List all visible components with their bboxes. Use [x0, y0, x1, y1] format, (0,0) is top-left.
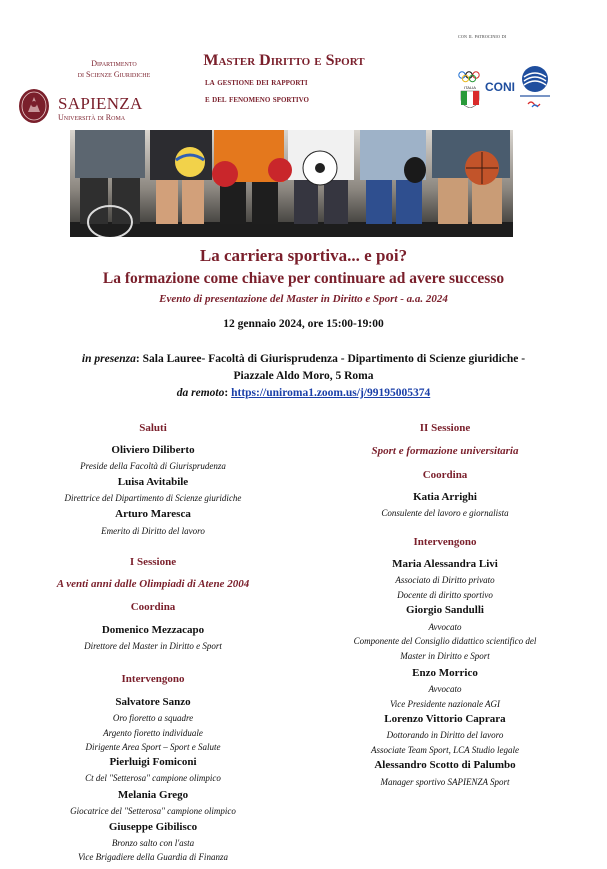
department-line-2: di Scienze Giuridiche [77, 70, 151, 79]
speaker-name: Giorgio Sandulli [406, 604, 484, 616]
speaker-role: Avvocato [428, 622, 462, 632]
event-date: 12 gennaio 2024, ore 15:00-19:00 [223, 318, 384, 330]
speaker-name: Oliviero Diliberto [111, 444, 195, 456]
zoom-link[interactable]: https://uniroma1.zoom.us/j/99195005374 [231, 387, 431, 399]
patronage-label: con il patrocinio di [458, 34, 507, 40]
speaker-name: Enzo Morrico [412, 667, 478, 679]
coordina-heading: Coordina [422, 469, 468, 481]
venue-text: : Sala Lauree- Facoltà di Giurisprudenza - Dipartimento di Scienze giuridiche - [135, 353, 526, 365]
session-1-heading: I Sessione [129, 556, 177, 568]
coordinator-name: Domenico Mezzacapo [101, 624, 205, 636]
coordinator-role: Consulente del lavoro e giornalista [381, 508, 509, 518]
event-title: La carriera sportiva... e poi? [199, 246, 408, 265]
intervengono-heading: Intervengono [121, 673, 185, 685]
university-name: SAPIENZA [58, 94, 143, 113]
session-2-title: Sport e formazione universitaria [371, 445, 519, 457]
speaker-role: Dirigente Area Sport – Sport e Salute [85, 742, 221, 752]
intervengono-heading: Intervengono [413, 536, 477, 548]
event-venue-line-2: Piazzale Aldo Moro, 5 Roma [233, 370, 374, 382]
speaker-role: Oro fioretto a squadre [112, 713, 194, 723]
speaker-name: Salvatore Sanzo [115, 696, 191, 708]
event-presentation: Evento di presentazione del Master in Diritto e Sport - a.a. 2024 [159, 293, 448, 305]
remote-separator: : [224, 387, 232, 399]
speaker-name: Lorenzo Vittorio Caprara [384, 713, 506, 725]
coordinator-name: Katia Arrighi [413, 491, 477, 503]
italia-text: ITALIA [464, 85, 476, 90]
university-subtitle: Università di Roma [58, 113, 126, 122]
speaker-name: Alessandro Scotto di Palumbo [374, 759, 516, 771]
master-subtitle-line-1: la gestione dei rapporti [205, 77, 308, 88]
coordina-heading: Coordina [130, 601, 176, 613]
speaker-role: Giocatrice del "Setterosa" campione olimpico [70, 806, 236, 816]
speaker-role: Emerito di Diritto del lavoro [101, 526, 205, 536]
speaker-role: Associato di Diritto privato [395, 575, 495, 585]
speaker-role: Avvocato [428, 684, 462, 694]
session-1-title: A venti anni dalle Olimpiadi di Atene 2004 [56, 578, 250, 590]
remote-label: da remoto [176, 387, 225, 399]
speaker-role: Argento fioretto individuale [103, 728, 203, 738]
master-title: Master Diritto e Sport [203, 52, 365, 69]
speaker-name: Melania Grego [117, 789, 189, 801]
speaker-role: Master in Diritto e Sport [400, 651, 490, 661]
speaker-role: Vice Brigadiere della Guardia di Finanza [78, 852, 228, 862]
right-column [290, 0, 600, 869]
coni-logo-text: CONI [485, 80, 515, 94]
speaker-role: Direttrice del Dipartimento di Scienze giuridiche [64, 493, 242, 503]
speaker-role: Manager sportivo SAPIENZA Sport [380, 777, 510, 787]
master-subtitle-line-2: e del fenomeno sportivo [205, 94, 309, 105]
speaker-name: Maria Alessandra Livi [392, 558, 498, 570]
department-line-1: Dipartimento [91, 59, 137, 68]
speaker-name: Giuseppe Gibilisco [108, 821, 198, 833]
speaker-name: Pierluigi Fomiconi [109, 756, 197, 768]
speaker-role: Componente del Consiglio didattico scientifico del [353, 636, 537, 646]
speaker-name: Luisa Avitabile [117, 476, 189, 488]
speaker-role: Preside della Facoltà di Giurisprudenza [80, 461, 226, 471]
speaker-role: Bronzo salto con l'asta [111, 838, 195, 848]
speaker-role: Dottorando in Diritto del lavoro [386, 730, 504, 740]
session-2-heading: II Sessione [419, 422, 471, 434]
venue-label: in presenza [81, 353, 136, 365]
coordinator-role: Direttore del Master in Diritto e Sport [84, 641, 222, 651]
speaker-role: Associate Team Sport, LCA Studio legale [370, 745, 519, 755]
speaker-role: Vice Presidente nazionale AGI [389, 699, 501, 709]
saluti-heading: Saluti [139, 422, 167, 434]
speaker-role: Docente di diritto sportivo [397, 590, 493, 600]
speaker-name: Arturo Maresca [115, 508, 191, 520]
speaker-role: Ct del "Setterosa" campione olimpico [85, 773, 221, 783]
event-subtitle: La formazione come chiave per continuare ad avere successo [102, 270, 505, 287]
